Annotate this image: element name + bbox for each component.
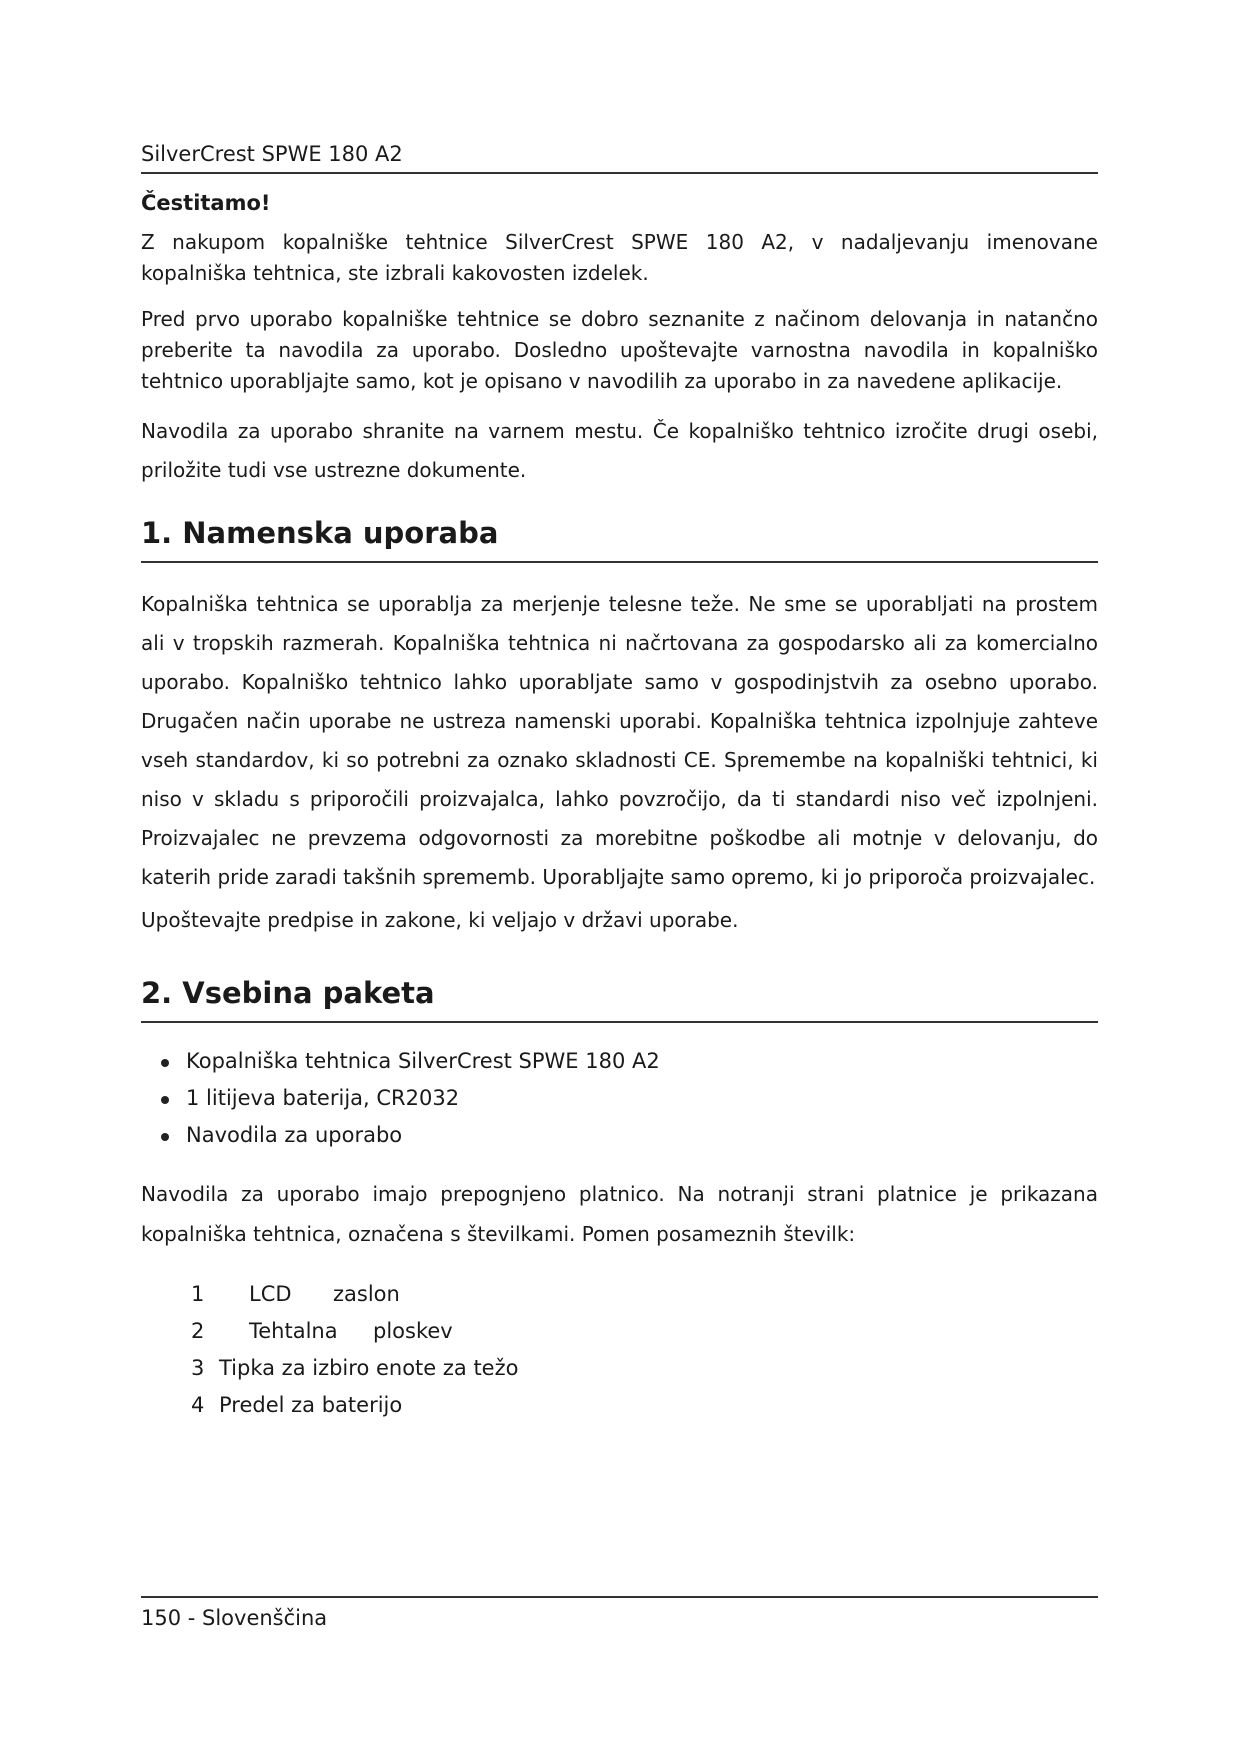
part-number: 2 <box>191 1319 205 1343</box>
parts-legend-row <box>191 1387 1098 1424</box>
package-contents-list <box>141 1043 1098 1154</box>
list-item: Navodila za uporabo <box>141 1117 1098 1154</box>
part-number: 4 <box>191 1393 205 1417</box>
intended-use-paragraph: Upoštevajte predpise in zakone, ki veljajo v državi uporabe. <box>141 908 739 932</box>
section-heading-intended-use: 1. Namenska uporaba <box>141 513 1098 563</box>
intended-use-paragraph: Kopalniška tehtnica se uporablja za merjenje telesne teže. Ne sme se uporabljati na prostem ali v tropskih razmerah. Kopalniška tehtnica ni načrtovana za gospodarsko ali za komercialno uporabo. Kopalniško tehtnico lahko uporabljate samo v gospodinjstvih za osebno uporabo. Drugačen način uporabe ne ustreza namenski uporabi. Kopalniška tehtnica izpolnjuje zahteve vseh standardov, ki so potrebni za oznako skladnosti CE. Spremembe na kopalniški tehtnici, ki niso v skladu s priporočili proizvajalca, lahko povzročijo, da ti standardi niso več izpolnjeni. Proizvajalec ne prevzema odgovornosti za morebitne poškodbe ali motnje v delovanju, do katerih pride zaradi takšnih sprememb. Uporabljajte samo opremo, ki jo priporoča proizvajalec. <box>141 592 1098 889</box>
intro-paragraph: Pred prvo uporabo kopalniške tehtnice se dobro seznanite z načinom delovanja in natančno preberite ta navodila za uporabo. Dosledno upoštevajte varnostna navodila in kopalniško tehtnico uporabljajte samo, kot je opisano v navodilih za uporabo in za navedene aplikacije. <box>141 307 1098 393</box>
document-page <box>141 0 1098 1754</box>
running-header: SilverCrest SPWE 180 A2 <box>141 142 403 166</box>
greeting-heading: Čestitamo! <box>141 191 271 215</box>
list-item: Kopalniška tehtnica SilverCrest SPWE 180 A2 <box>141 1043 1098 1080</box>
list-item: 1 litijeva baterija, CR2032 <box>141 1080 1098 1117</box>
parts-legend-row <box>191 1313 1098 1350</box>
package-contents-paragraph: Navodila za uporabo imajo prepognjeno platnico. Na notranji strani platnice je prikazana kopalniška tehtnica, označena s številkami. Pomen posameznih številk: <box>141 1182 1098 1246</box>
part-number: 1 <box>191 1282 205 1306</box>
part-label: Predel za baterijo <box>219 1393 403 1417</box>
parts-legend <box>191 1276 1098 1424</box>
part-label: Tehtalna <box>249 1319 338 1343</box>
intro-section <box>141 188 1098 490</box>
parts-legend-row <box>191 1350 1098 1387</box>
footer-rule <box>141 1596 1098 1598</box>
part-label: Tipka za izbiro enote za težo <box>219 1356 519 1380</box>
part-label: LCD <box>249 1282 292 1306</box>
page-content <box>141 188 1098 1424</box>
intended-use-body <box>141 585 1098 937</box>
page-number-footer: 150 - Slovenščina <box>141 1606 328 1630</box>
intro-paragraph: Navodila za uporabo shranite na varnem mestu. Če kopalniško tehtnico izročite drugi osebi, priložite tudi vse ustrezne dokumente. <box>141 419 1098 482</box>
section-heading-package-contents: 2. Vsebina paketa <box>141 973 1098 1023</box>
header-rule <box>141 172 1098 174</box>
part-label: zaslon <box>333 1282 400 1306</box>
part-label: ploskev <box>373 1319 453 1343</box>
parts-legend-row <box>191 1276 1098 1313</box>
part-number: 3 <box>191 1356 205 1380</box>
intro-paragraph: Z nakupom kopalniške tehtnice SilverCrest SPWE 180 A2, v nadaljevanju imenovane kopalniška tehtnica, ste izbrali kakovosten izdelek. <box>141 230 1098 285</box>
